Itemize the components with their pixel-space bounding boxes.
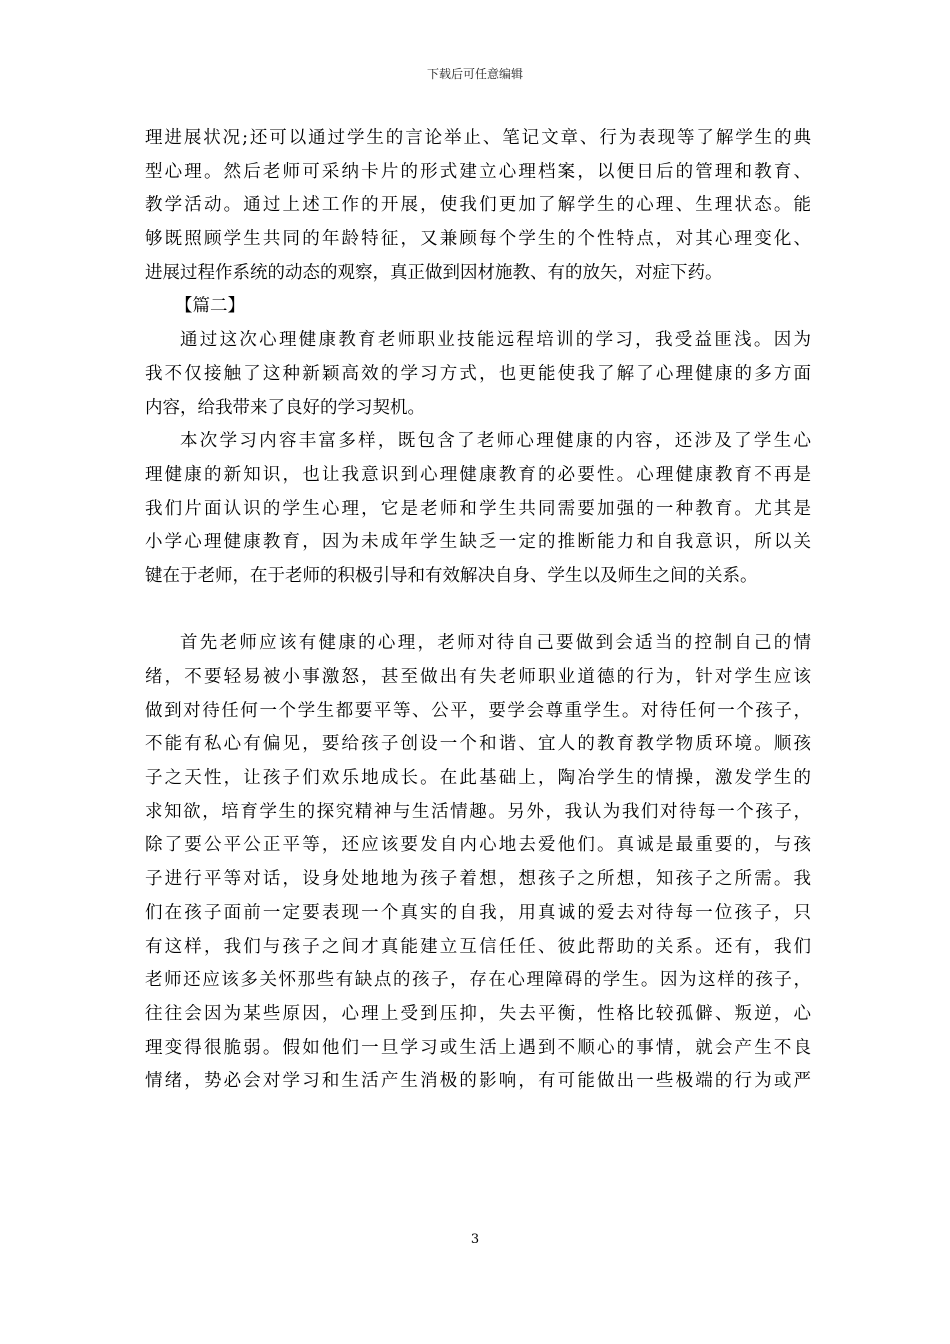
text-line: 小学心理健康教育，因为未成年学生缺乏一定的推断能力和自我意识，所以关 xyxy=(145,532,811,553)
paragraph xyxy=(145,122,811,290)
text-line: 除了要公平公正平等，还应该要发自内心地去爱他们。真诚是最重要的，与孩 xyxy=(145,835,811,856)
text-line: 通过这次心理健康教育老师职业技能远程培训的学习，我受益匪浅。因为 xyxy=(180,330,811,351)
text-line: 做到对待任何一个学生都要平等、公平，要学会尊重学生。对待任何一个孩子， xyxy=(145,700,811,721)
text-line: 理健康的新知识，也让我意识到心理健康教育的必要性。心理健康教育不再是 xyxy=(145,464,811,485)
text-line: 求知欲，培育学生的探究精神与生活情趣。另外，我认为我们对待每一个孩子， xyxy=(145,801,811,822)
text-line: 本次学习内容丰富多样，既包含了老师心理健康的内容，还涉及了学生心 xyxy=(180,431,811,452)
text-line: 够既照顾学生共同的年龄特征，又兼顾每个学生的个性特点，对其心理变化、 xyxy=(145,229,811,250)
page-number: 3 xyxy=(470,1232,480,1247)
text-line: 我不仅接触了这种新颖高效的学习方式，也更能使我了解了心理健康的多方面 xyxy=(145,363,811,384)
text-line: 型心理。然后老师可采纳卡片的形式建立心理档案，以便日后的管理和教育、 xyxy=(145,161,811,182)
text-line: 有这样，我们与孩子之间才真能建立互信任任、彼此帮助的关系。还有，我们 xyxy=(145,936,811,957)
text-line: 老师还应该多关怀那些有缺点的孩子，存在心理障碍的学生。因为这样的孩子， xyxy=(145,970,811,991)
text-line: 首先老师应该有健康的心理，老师对待自己要做到会适当的控制自己的情 xyxy=(180,633,811,654)
paragraph xyxy=(145,324,811,425)
text-line: 理变得很脆弱。假如他们一旦学习或生活上遇到不顺心的事情，就会产生不良 xyxy=(145,1037,811,1058)
text-line: 不能有私心有偏见，要给孩子创设一个和谐、宜人的教育教学物质环境。顺孩 xyxy=(145,734,811,755)
page-header: 下载后可任意编辑 xyxy=(426,67,523,81)
text-line: 往往会因为某些原因，心理上受到压抑，失去平衡，性格比较孤僻、叛逆，心 xyxy=(145,1003,811,1024)
text-line: 内容，给我带来了良好的学习契机。 xyxy=(145,397,425,418)
document-body xyxy=(145,122,811,1099)
text-line: 我们片面认识的学生心理，它是老师和学生共同需要加强的一种教育。尤其是 xyxy=(145,498,811,519)
section-heading: 【篇二】 xyxy=(175,296,245,317)
text-line: 子之天性，让孩子们欢乐地成长。在此基础上，陶冶学生的情操，激发学生的 xyxy=(145,768,811,789)
text-line: 进展过程作系统的动态的观察，真正做到因材施教、有的放矢，对症下药。 xyxy=(145,262,723,283)
paragraph xyxy=(145,425,811,593)
text-line: 子进行平等对话，设身处地地为孩子着想，想孩子之所想，知孩子之所需。我 xyxy=(145,869,811,890)
text-line: 键在于老师，在于老师的积极引导和有效解决自身、学生以及师生之间的关系。 xyxy=(145,565,758,586)
text-line: 教学活动。通过上述工作的开展，使我们更加了解学生的心理、生理状态。能 xyxy=(145,195,811,216)
text-line: 理进展状况;还可以通过学生的言论举止、笔记文章、行为表现等了解学生的典 xyxy=(145,128,811,148)
paragraph xyxy=(145,627,811,1099)
text-line: 们在孩子面前一定要表现一个真实的自我，用真诚的爱去对待每一位孩子，只 xyxy=(145,902,811,923)
text-line: 情绪，势必会对学习和生活产生消极的影响，有可能做出一些极端的行为或严 xyxy=(145,1071,811,1092)
text-line: 绪，不要轻易被小事激怒，甚至做出有失老师职业道德的行为，针对学生应该 xyxy=(145,667,811,687)
blank-line xyxy=(145,594,811,628)
